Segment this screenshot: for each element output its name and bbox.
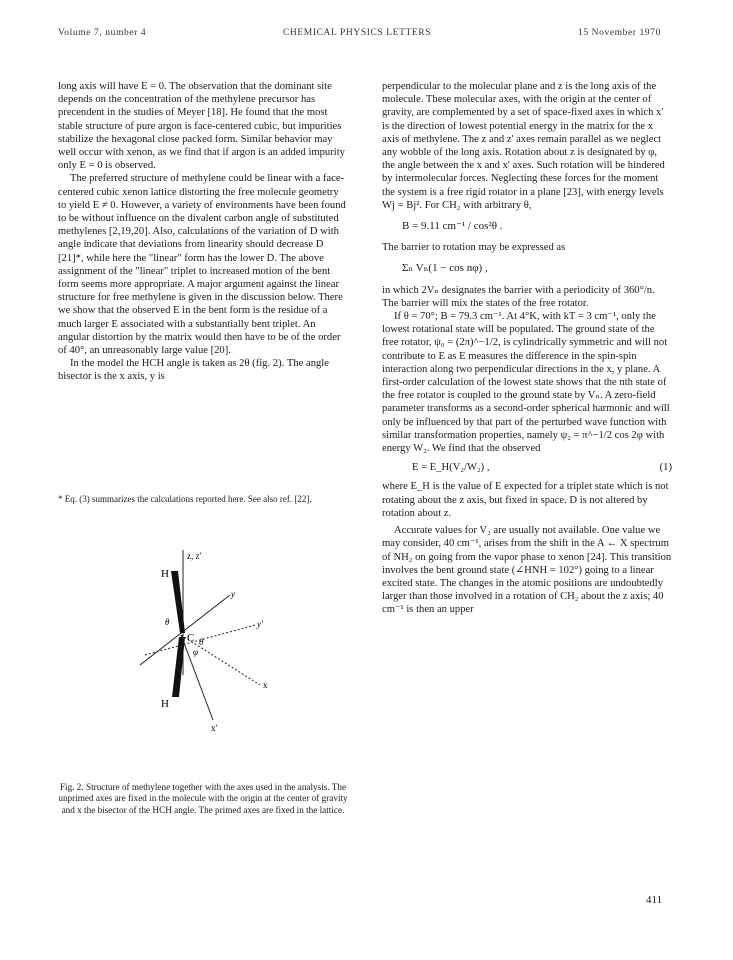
journal-volume: Volume 7, number 4 — [58, 28, 147, 38]
label-h-bottom: H — [161, 698, 169, 710]
label-yp: y' — [257, 619, 263, 629]
paragraph: The barrier to rotation may be expressed as — [382, 242, 566, 254]
footnote: * Eq. (3) summarizes the calculations reported here. See also ref. [22]. — [58, 494, 312, 504]
y-axis-line — [140, 595, 230, 665]
equation-1 — [382, 461, 672, 474]
right-column — [382, 80, 672, 617]
paragraph: Accurate values for V₂ are usually not available. One value we may consider, 40 cm⁻¹, arises from the shift in the A ← X spectrum of NH₂ on going from the vapor phase to xenon [24]. This transition involves the bent ground state (∠HNH = 102°) going to a linear excited state. The changes in the atomic positions are undoubtedly larger than those involved in a rotation of CH₂ about the z axis; 40 cm⁻¹ is then an upper — [382, 525, 672, 616]
figure-caption: Fig. 2. Structure of methylene together with the axes used in the analysis. The unprimed axes are fixed in the molecule with the origin at the center of gravity and x the bisector of the HCH angle. The primed axes are fixed in the lattice. — [58, 782, 348, 815]
paragraph: in which 2Vₙ designates the barrier with a periodicity of 360°/n. The barrier will mix the states of the free rotator. — [382, 284, 655, 309]
label-x: x — [263, 680, 268, 690]
label-h-top: H — [161, 568, 169, 580]
label-y: y — [231, 589, 235, 599]
paragraph: The preferred structure of methylene could be linear with a face-centered cubic xenon lattice distorting the free molecule geometry to yield E ≠ 0. However, a variety of environments have been found to be without influence on the divalent carbon angle of substituted methylenes [2,19,20]. Also, calculations of the variation of D with angle indicate that deviations from linearity should decrease D [21]*, while here the "linear" form has the lower D. The above assignment of the "linear" triplet to increased motion of the bent form seems more appropriate. A major argument against the linear structure for free methylene is given in the discussion below. There we show that the observed E in the bent form is the residue of a much larger E associated with a substantially bent triplet. An angular distortion by the matrix would then have to be of the order of 40°, an unreasonably large value [20]. — [58, 173, 346, 357]
label-c: C — [187, 632, 195, 644]
label-z: z, z' — [187, 551, 202, 561]
page-number: 411 — [646, 894, 663, 906]
paragraph: where E_H is the value of E expected for a triplet state which is not rotating about the z axis, but fixed in space. D is not altered by rotation about z. — [382, 481, 669, 519]
label-phi: φ — [193, 647, 198, 657]
paragraph: In the model the HCH angle is taken as 2θ (fig. 2). The angle bisector is the x axis, y is — [58, 358, 329, 383]
paragraph: long axis will have E = 0. The observation that the dominant site depends on the concentration of the methylene precursor has precendent in the studies of Meyer [18]. He found that the most stable structure of pure argon is face-centered cubic, but impurities stabilize the hexagonal close packed form. Similar behavior may well occur with xenon, as we find that if argon is an added impurity only E = 0 is observed. — [58, 81, 345, 172]
methylene-structure-figure — [135, 545, 305, 745]
left-column — [58, 80, 348, 384]
equation-barrier: Σₙ Vₙ(1 − cos nφ) , — [402, 262, 488, 275]
label-theta-1: θ — [165, 617, 170, 627]
equation-1-body: E = E_H(V₂/W₂) , — [412, 462, 490, 474]
journal-title: CHEMICAL PHYSICS LETTERS — [283, 28, 432, 38]
label-theta-2: θ — [199, 637, 204, 647]
label-xp: x' — [211, 723, 218, 733]
equation-b: B = 9.11 cm⁻¹ / cos²θ . — [402, 220, 503, 233]
journal-date: 15 November 1970 — [578, 28, 661, 38]
paragraph: If θ = 70°; B = 79.3 cm⁻¹. At 4°K, with kT = 3 cm⁻¹, only the lowest rotational state will be populated. The ground state of the free rotator, ψ₀ = (2π)^−1/2, is cylindrically symmetric and will not contribute to E as E measures the difference in the spin-spin interaction along two perpendicular directions in the x, y plane. A first-order calculation of the lowest state shows that the nth state of the free rotator is coupled to the ground state by Vₙ. A zero-field parameter transforms as a second-order spherical harmonic and will only be influenced by that part of the perturbed wave function with similar transformation properties, namely ψ₂ = π^−1/2 cos 2φ with energy W₂. We find that the observed — [382, 311, 670, 455]
equation-1-number: (1) — [659, 462, 672, 474]
paragraph: perpendicular to the molecular plane and z is the long axis of the molecule. These molecular axes, with the origin at the center of gravity, are complemented by a set of space-fixed axes in which x' is the direction of lowest potential energy in the matrix for the x axis of methylene. The z and z' axes remain parallel as we neglect any wobble of the long axis. Rotation about z is designated by φ, the angle between the x and x' axes. Such rotation will be hindered by intermolecular forces. Neglecting these forces for the moment the system is a free rigid rotator in a plane [23], with energy levels Wj = Bj². For CH₂ with arbitrary θ, — [382, 81, 665, 211]
